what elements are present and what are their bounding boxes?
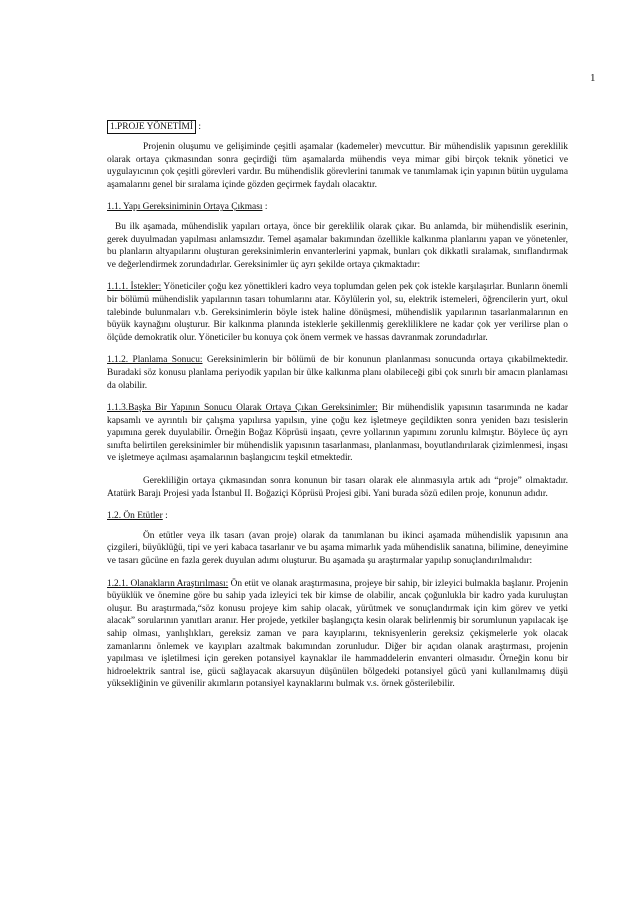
- section-intro: Projenin oluşumu ve gelişiminde çeşitli aşamalar (kademeler) mevcuttur. Bir mühendislik yapısının gereklilik olarak ortaya çıkmasından sonra geçirdiği tüm aşamalarda mühendis veya mimar gibi birçok teknik yönetici ve uygulayıcının çok çeşitli görevleri vardır. Bu mühendislik görevlerini tanımak ve tanımlamak için yapının bütün uygulama aşamalarını genel bir sıralama içinde gözden geçirmek faydalı olacaktır.: [107, 142, 568, 190]
- label-1-1-1: 1.1.1. İstekler:: [107, 282, 162, 293]
- paragraph-1-1-3: [107, 402, 568, 465]
- heading-1-1-text: 1.1. Yapı Gereksiniminin Ortaya Çıkması: [107, 202, 263, 213]
- paragraph-1-1-1: [107, 281, 568, 344]
- section-title: [107, 120, 568, 134]
- label-1-1-3: 1.1.3.Başka Bir Yapının Sonucu Olarak Ortaya Çıkan Gereksinimler:: [107, 403, 378, 414]
- body-1-1-1: Yöneticiler çoğu kez yönettikleri kadro veya toplumdan gelen pek çok istekle karşılaşırlar. Bunların önemli bir bölümü mühendislik yapılarının tasarı tohumlarını atar. Köylülerin yol, su, elektrik istemeleri, öğrencilerin yurt, okul talebinde bulunmaları v.b. Gereksinimlerin böyle istek haline dönüşmesi, mühendislik yapılarının tasarlanmalarının en büyük kaynağını oluşturur. Bir kalkınma planında isteklerle şekillenmiş gerekliliklere ne kadar çok yer verilirse plan o ölçüde demokratik olur. Yöneticiler bu konuya çok önem vermek ve hassas davranmak zorundadırlar.: [107, 282, 568, 343]
- paragraph-1-1-2: [107, 354, 568, 392]
- page-number: 1: [590, 72, 596, 84]
- body-1-2-1: Ön etüt ve olanak araştırmasına, projeye bir sahip, bir izleyici bulmakla başlanır. Projenin büyüklük ve önemine göre bu sahip yada izleyici tek bir kimse de olabilir, ancak çoğunlukla bir kadro yada kuruluştan oluşur. Bu araştırmada,“söz konusu projeye kim sahip olacak, yürütmek ve sonuçlandırmak için kim görev ve yetki alacak” sorularının yanıtları aranır. Her projede, yetkiler başlangıçta kesin olarak belirlenmiş bir sorumlunun yapılacak işe sahip olması, yanlışlıkları, gereksiz zaman ve para kayıplarını, teknisyenlerin gereksiz çekişmelerle yok olacak zamanlarını önlemek ve kayıpları azaltmak bakımından zorunludur. Diğer bir açıdan olanak araştırması, projenin yapılması ve işletilmesi için gereken potansiyel kaynaklar ile hammaddelerin envanteri olmasıdır. Örneğin konu bir hidroelektrik santral ise, gücü sağlayacak akarsuyun düşünülen bölgedeki potansiyel gücü yani kullanılmamış düşü yüksekliğinin ve güvenilir akımların potansiyel kaynaklarını bulmak v.s. örnek gösterilebilir.: [107, 578, 569, 690]
- document-body: [107, 120, 568, 691]
- heading-1-2: [107, 510, 568, 523]
- paragraph-1-2-1: [107, 578, 568, 691]
- heading-1-2-suffix: :: [162, 511, 168, 522]
- heading-1-1: [107, 201, 568, 214]
- paragraph-project-name: Gerekliliğin ortaya çıkmasından sonra konunun bir tasarı olarak ele alınmasıyla artık adı “proje” olmaktadır. Atatürk Barajı Projesi yada İstanbul II. Boğaziçi Köprüsü Projesi gibi. Yani burada sözü edilen proje, konunun adıdır.: [107, 476, 568, 499]
- paragraph-1-1: Bu ilk aşamada, mühendislik yapıları ortaya, önce bir gereklilik olarak çıkar. Bu anlamda, bir mühendislik eserinin, gerek duyulmadan yapılması anlamsızdır. Temel aşamalar bakımından özellikle kalkınma planlarını yapan ve yönetenler, bu planların altyapılarını oluşturan gereksinimlerin envanterlerini yapmak, bunları çok dikkatli sıralamak, sınıflandırmak ve değerlendirmek zorundadırlar. Gereksinimler üç ayrı şekilde ortaya çıkmaktadır:: [107, 221, 568, 270]
- label-1-2-1: 1.2.1. Olanakların Araştırılması:: [107, 578, 229, 589]
- label-1-1-2: 1.1.2. Planlama Sonucu:: [107, 355, 203, 366]
- heading-1-2-text: 1.2. Ön Etütler: [107, 511, 163, 522]
- heading-1-1-suffix: :: [262, 202, 268, 213]
- body-1-1-3: Bir mühendislik yapısının tasarımında ne kadar kapsamlı ve ayrıntılı bir çalışma yapılırsa yapılsın, yine çoğu kez işletmeye geçildikten sonra yeniden bazı tesislerin yapımına gerek duyulabilir. Örneğin Boğaz Köprüsü inşaatı, çevre yollarının yapımını zorunlu kılmıştır. Böylece üç ayrı sınıfta belirtilen gereksinimler bir mühendislik yapısının tasarlanması, planlanması, boyutlandırılarak çizimlenmesi, inşası ve işletmeye açılması aşamalarının başlangıcını teşkil etmektedir.: [107, 403, 569, 464]
- section-title-suffix: :: [195, 122, 201, 132]
- body-1-1-2: Gereksinimlerin bir bölümü de bir konunun planlanması sonucunda ortaya çıkabilmektedir. Buradaki söz konusu planlama periyodik yapılan bir ülke kalkınma planı olabileceği gibi çok sınırlı bir amacın planlaması da olabilir.: [107, 355, 568, 391]
- paragraph-1-2: Ön etütler veya ilk tasarı (avan proje) olarak da tanımlanan bu ikinci aşamada mühendislik yapısının ana çizgileri, büyüklüğü, tipi ve yeri kabaca tasarlanır ve bu aşama mimarlık yada mühendislik sanatına, bilimine, deneyimine ve tasarı gücüne en fazla gerek duyulan adımı oluşturur. Bu aşamada şu araştırmalar yapılıp sonuçlandırılmalıdır:: [107, 530, 568, 567]
- section-title-box: 1.PROJE YÖNETİMİ: [107, 120, 196, 134]
